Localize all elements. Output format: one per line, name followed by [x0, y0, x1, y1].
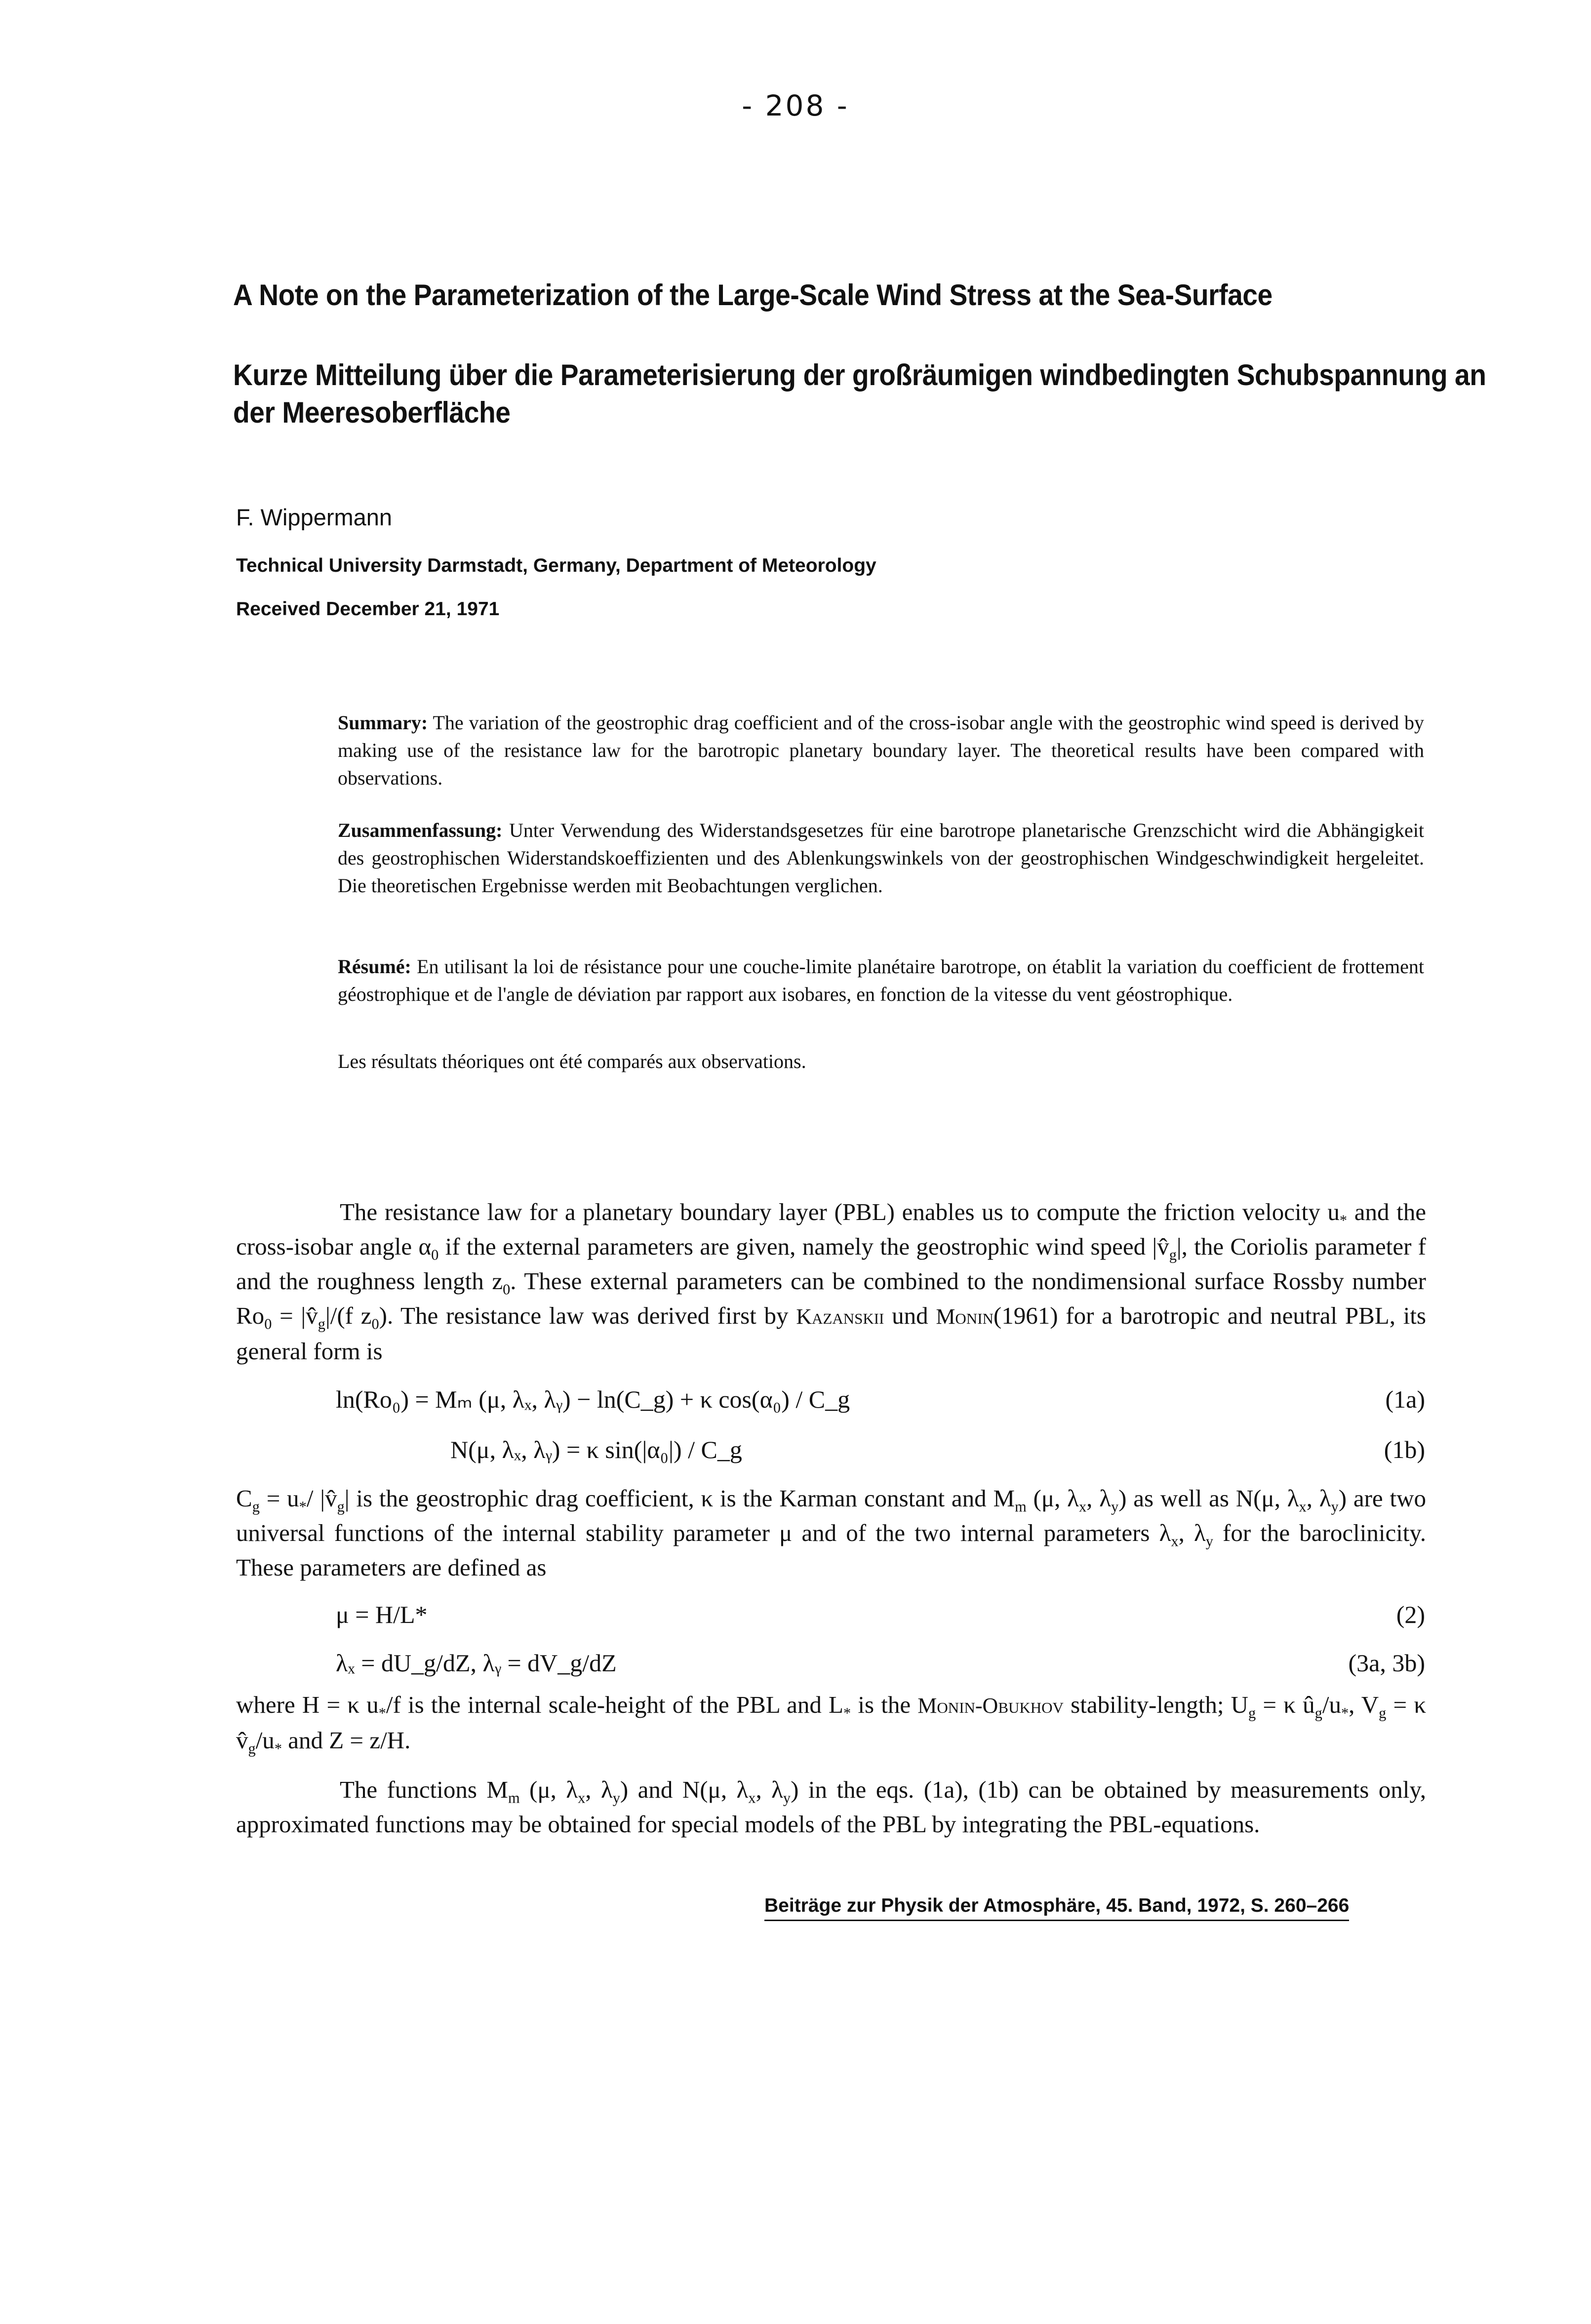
- text-run: The resistance law for a planetary boundary layer (PBL) enables us to compute the friction velocity u: [340, 1198, 1340, 1225]
- text-run: , λ: [585, 1776, 613, 1803]
- subscript: g: [1379, 1704, 1387, 1722]
- text-run: , λ: [1178, 1519, 1206, 1546]
- subscript: *: [843, 1704, 851, 1722]
- text-run: /u: [255, 1727, 275, 1754]
- summary-text: The variation of the geostrophic drag coefficient and of the cross-isobar angle with the geostrophic wind speed is derived by making use of the resistance law for the barotropic planetary boundary layer. The theoretical results have been compared with observations.: [338, 711, 1425, 789]
- text-run: /u: [1322, 1691, 1341, 1718]
- equation-number-1b: (1b): [1384, 1436, 1425, 1463]
- subscript: x: [1171, 1533, 1179, 1550]
- subscript: x: [748, 1789, 756, 1807]
- paragraph-1: [236, 1195, 1426, 1369]
- text-run: C: [236, 1485, 252, 1512]
- resume-text-continued: Les résultats théoriques ont été comparés aux observations.: [338, 1050, 806, 1072]
- subscript: g: [318, 1315, 325, 1333]
- subscript: y: [783, 1789, 791, 1807]
- subscript: *: [1341, 1704, 1349, 1722]
- text-run: |, the Coriolis parameter f and the roughness length z: [236, 1233, 1426, 1295]
- subscript: 0: [431, 1246, 439, 1263]
- text-run: and Z = z/H.: [282, 1727, 411, 1754]
- equation-3: λₓ = dU_g/dZ, λᵧ = dV_g/dZ: [336, 1649, 617, 1677]
- subscript: g: [337, 1498, 345, 1515]
- page-number: - 208 -: [742, 89, 849, 122]
- subscript: y: [1331, 1498, 1339, 1515]
- zusammenfassung-label: Zusammenfassung:: [338, 819, 503, 841]
- subscript: m: [1015, 1498, 1027, 1515]
- text-run: (μ, λ: [519, 1776, 578, 1803]
- subscript: g: [252, 1498, 260, 1515]
- journal-citation: Beiträge zur Physik der Atmosphäre, 45. Band, 1972, S. 260–266: [764, 1895, 1349, 1921]
- text-run: if the external parameters are given, namely the geostrophic wind speed |v̂: [438, 1233, 1169, 1260]
- resume-label: Résumé:: [338, 955, 411, 978]
- received-date: Received December 21, 1971: [236, 598, 500, 620]
- subscript: 0: [371, 1315, 379, 1333]
- text-run: for the baroclinicity. These parameters are defined as: [236, 1519, 1426, 1581]
- text-run: | is the geostrophic drag coefficient, κ is the Karman constant and M: [344, 1485, 1015, 1512]
- text-run: und: [892, 1302, 928, 1329]
- text-run: = κ v̂: [236, 1691, 1427, 1754]
- summary-abstract: [338, 709, 1424, 792]
- text-run: |/(f z: [325, 1302, 372, 1329]
- subscript: 0: [264, 1315, 272, 1333]
- equation-2: μ = H/L*: [336, 1601, 428, 1628]
- subscript: x: [1299, 1498, 1307, 1515]
- text-run: , λ: [1086, 1485, 1111, 1512]
- resume-abstract: [338, 953, 1424, 1008]
- subscript: m: [508, 1789, 520, 1807]
- title-german: Kurze Mitteilung über die Parameterisierung der großräumigen windbedingten Schubspannung an der Meeresoberfläche: [233, 358, 1486, 429]
- subscript: g: [248, 1740, 256, 1757]
- subscript: *: [378, 1704, 386, 1722]
- subscript: *: [299, 1498, 307, 1515]
- text-run: ) are two universal functions of the internal stability parameter μ and of the two internal parameters λ: [236, 1485, 1426, 1546]
- subscript: g: [1314, 1704, 1322, 1722]
- text-run: (1961) for a barotropic and neutral PBL, its general form is: [236, 1302, 1426, 1365]
- text-run: , λ: [1306, 1485, 1331, 1512]
- subscript: 0: [503, 1281, 511, 1298]
- subscript: y: [1205, 1533, 1213, 1550]
- equation-1b: N(μ, λₓ, λᵧ) = κ sin(|α₀|) / C_g: [450, 1436, 742, 1463]
- zusammenfassung-abstract: [338, 817, 1424, 900]
- text-run: where H = κ u: [236, 1691, 379, 1718]
- equation-number-1a: (1a): [1385, 1385, 1425, 1413]
- text-run: is the: [851, 1691, 911, 1718]
- text-run: The functions M: [340, 1776, 508, 1803]
- zusammenfassung-text: Unter Verwendung des Widerstandsgesetzes für eine barotrope planetarische Grenzschicht wird die Abhängigkeit des geostrophischen Widerstandskoeffizienten und des Ablenkungswinkels von der geostrophischen Windgeschwindigkeit hergeleitet. Die theoretischen Ergebnisse werden mit Beobachtungen verglichen.: [338, 819, 1425, 897]
- text-run: (μ, λ: [1026, 1485, 1079, 1512]
- subscript: x: [1078, 1498, 1087, 1515]
- text-run: = u: [259, 1485, 299, 1512]
- subscript: *: [274, 1740, 282, 1757]
- author-citation-monin: Monin: [936, 1304, 994, 1329]
- text-run: , λ: [756, 1776, 783, 1803]
- equation-number-2: (2): [1396, 1601, 1425, 1628]
- summary-label: Summary:: [338, 711, 428, 734]
- subscript: x: [578, 1789, 586, 1807]
- equation-1a: ln(Ro₀) = Mₘ (μ, λₓ, λᵧ) − ln(C_g) + κ cos(α₀) / C_g: [336, 1385, 850, 1413]
- text-run: ). The resistance law was derived first by: [379, 1302, 789, 1329]
- subscript: g: [1169, 1246, 1177, 1263]
- affiliation: Technical University Darmstadt, Germany, Department of Meteorology: [236, 555, 876, 576]
- resume-text: En utilisant la loi de résistance pour une couche-limite planétaire barotrope, on établit la variation du coefficient de frottement géostrophique et de l'angle de déviation par rapport aux isobares, en fonction de la vitesse du vent géostrophique.: [338, 955, 1424, 1005]
- subscript: g: [1248, 1704, 1256, 1722]
- title-english: A Note on the Parameterization of the Large-Scale Wind Stress at the Sea-Surface: [233, 278, 1273, 312]
- text-run: ) as well as N(μ, λ: [1118, 1485, 1299, 1512]
- equation-number-3: (3a, 3b): [1348, 1649, 1425, 1677]
- paragraph-2: [236, 1481, 1426, 1585]
- text-run: /f is the internal scale-height of the PBL and L: [386, 1691, 843, 1718]
- paragraph-3: [236, 1688, 1426, 1758]
- text-run: , V: [1349, 1691, 1379, 1718]
- text-run: = |v̂: [272, 1302, 318, 1329]
- text-run: ) and N(μ, λ: [620, 1776, 749, 1803]
- text-run: ) in the eqs. (1a), (1b) can be obtained by measurements only, approximated functions may be obtained for special models of the PBL by integrating the PBL-equations.: [236, 1776, 1426, 1838]
- paragraph-4: [236, 1773, 1426, 1842]
- text-run: / |v̂: [306, 1485, 337, 1512]
- text-run: . These external parameters can be combined to the nondimensional surface Rossby number Ro: [236, 1267, 1426, 1329]
- text-run: = κ û: [1256, 1691, 1315, 1718]
- author-citation-monin-obukhov: Monin-Obukhov: [917, 1694, 1064, 1718]
- author-citation-kazanskii: Kazanskii: [796, 1304, 884, 1329]
- author: F. Wippermann: [236, 504, 393, 530]
- subscript: y: [1111, 1498, 1119, 1515]
- text-run: stability-length; U: [1071, 1691, 1249, 1718]
- subscript: y: [612, 1789, 620, 1807]
- text-run: and the cross-isobar angle α: [236, 1198, 1426, 1260]
- subscript: *: [1339, 1212, 1348, 1229]
